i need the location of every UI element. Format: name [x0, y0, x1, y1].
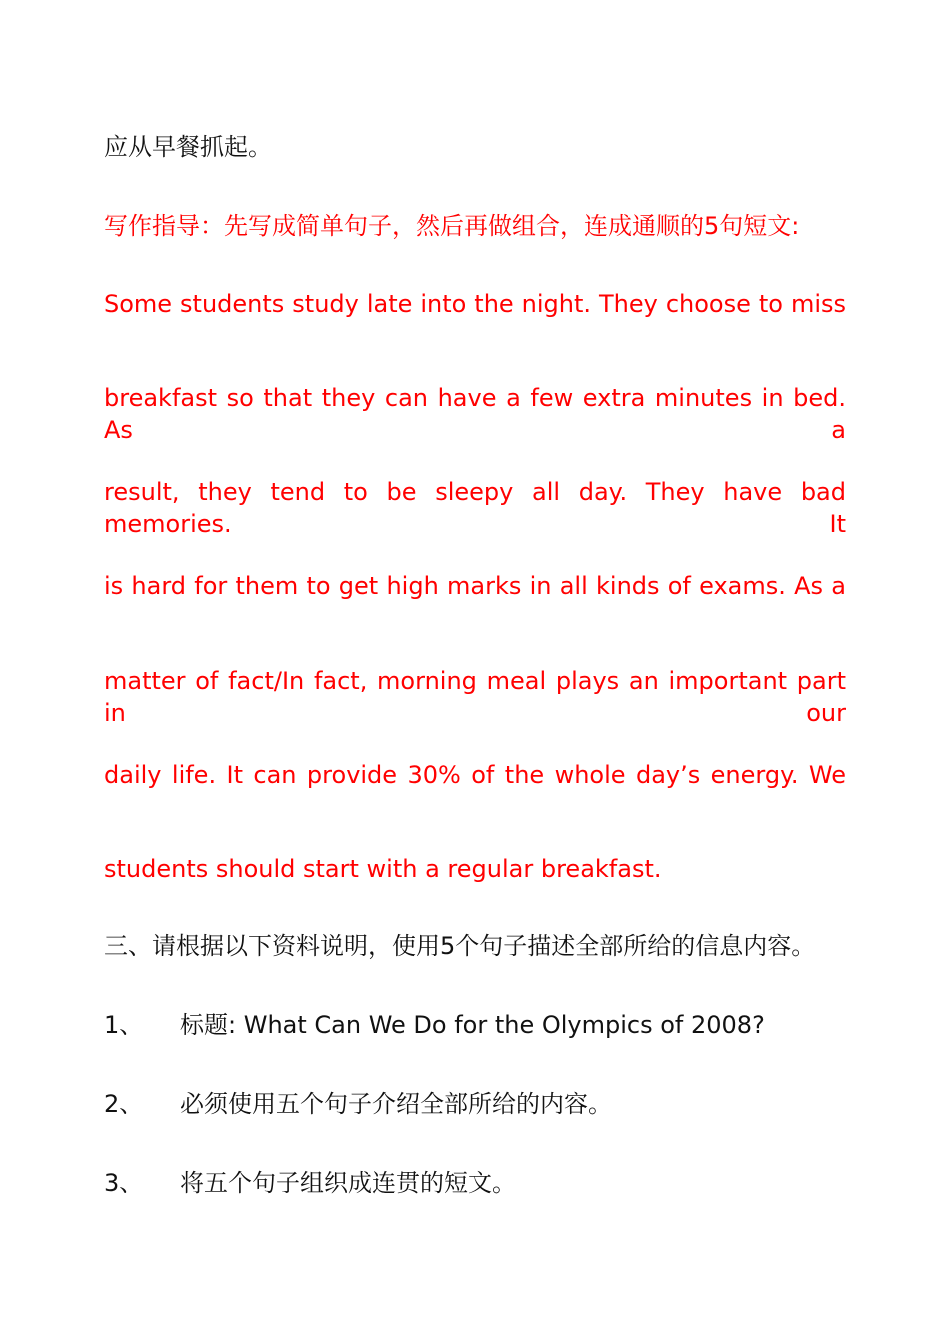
writing-guide-heading: 写作指导：先写成简单句子，然后再做组合，连成通顺的5句短文:	[104, 212, 800, 240]
list-item-number: 1、	[104, 1011, 144, 1039]
section-three-heading: 三、请根据以下资料说明，使用5个句子描述全部所给的信息内容。	[104, 932, 816, 960]
list-item-text: 必须使用五个句子介绍全部所给的内容。	[180, 1090, 612, 1118]
guide-paragraph-line: students should start with a regular breakfast.	[104, 855, 662, 883]
list-item-number: 2、	[104, 1090, 144, 1118]
guide-paragraph-line: daily life. It can provide 30% of the whole day’s energy. We	[104, 761, 846, 789]
list-item-text: 标题: What Can We Do for the Olympics of 2008?	[180, 1011, 765, 1039]
guide-paragraph-line: is hard for them to get high marks in all kinds of exams. As a	[104, 572, 846, 600]
guide-paragraph-line: Some students study late into the night. They choose to miss	[104, 290, 846, 318]
guide-paragraph-line: matter of fact/In fact, morning meal plays an important part in our	[104, 667, 846, 727]
list-item-text: 将五个句子组织成连贯的短文。	[180, 1169, 516, 1197]
list-item-number: 3、	[104, 1169, 144, 1197]
intro-tail-text: 应从早餐抓起。	[104, 133, 272, 161]
guide-paragraph-line: result, they tend to be sleepy all day. They have bad memories. It	[104, 478, 846, 538]
guide-paragraph-line: breakfast so that they can have a few extra minutes in bed. As a	[104, 384, 846, 444]
